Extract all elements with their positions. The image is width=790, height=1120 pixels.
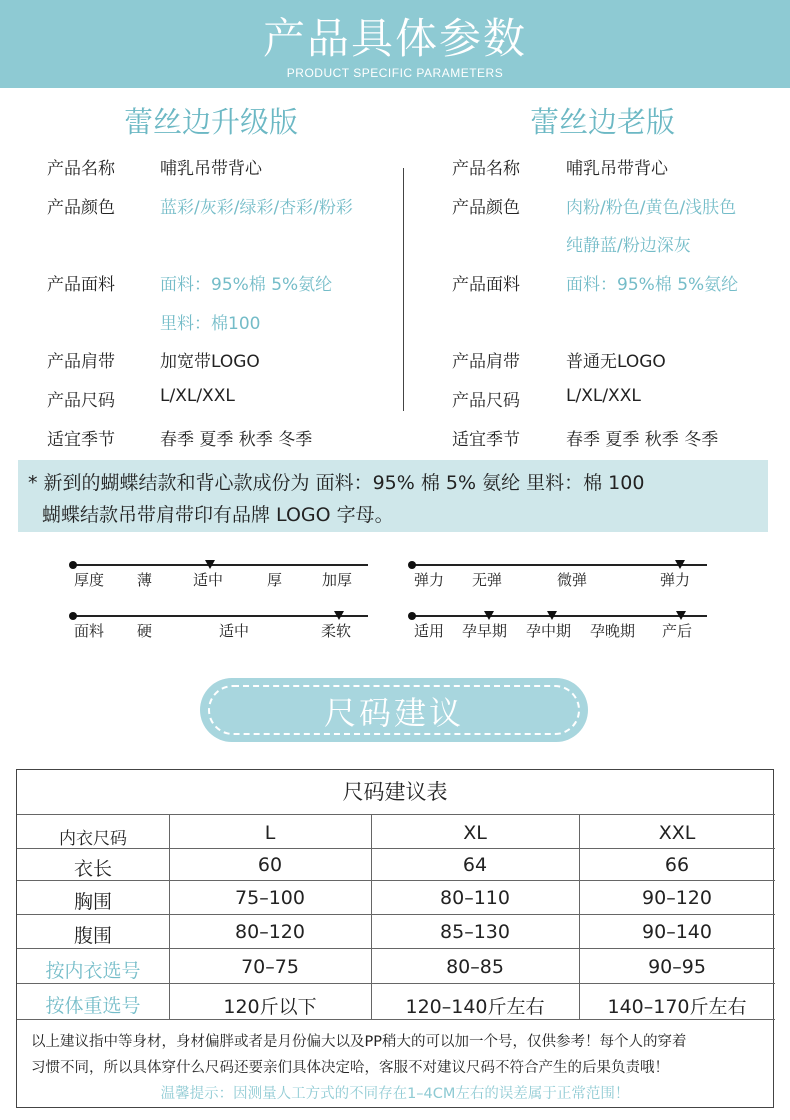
- scale-thickness: [72, 558, 368, 588]
- table-tip: 温馨提示：因测量人工方式的不同存在1–4CM左右的误差属于正常范围！: [160, 1086, 630, 1102]
- scale-fabric: [72, 609, 368, 639]
- composition-note: [18, 460, 768, 532]
- left-value-name: 哺乳吊带背心: [160, 159, 262, 179]
- table-row-label: 胸围: [73, 891, 112, 913]
- scale-label: 孕中期: [526, 622, 572, 640]
- left-value-fabric-outer: 面料：95%棉 5%氨纶: [160, 275, 333, 295]
- size-table: [16, 769, 774, 1108]
- size-section-title: 尺码建议: [323, 694, 464, 732]
- table-cell: 140–170斤左右: [607, 996, 747, 1018]
- scale-marker: [484, 611, 494, 620]
- scale-marker: [547, 611, 557, 620]
- table-row-label: 按内衣选号: [45, 960, 141, 982]
- table-header-cell: 内衣尺码: [59, 829, 127, 849]
- scale-start-dot: [69, 561, 77, 569]
- table-header-cell: XL: [463, 822, 487, 844]
- right-label-strap: 产品肩带: [452, 352, 520, 372]
- table-header-cell: XXL: [658, 822, 696, 844]
- table-row-label: 腹围: [73, 925, 112, 947]
- scale-label: 硬: [137, 622, 153, 640]
- left-label-strap: 产品肩带: [47, 352, 115, 372]
- table-cell: 75–100: [235, 887, 305, 909]
- left-value-season: 春季 夏季 秋季 冬季: [160, 430, 313, 450]
- right-value-strap: 普通无LOGO: [566, 352, 666, 372]
- table-cell: 85–130: [440, 921, 510, 943]
- right-label-fabric: 产品面料: [452, 275, 520, 295]
- right-label-size: 产品尺码: [452, 391, 520, 411]
- left-value-fabric-lining: 里料：棉100: [160, 314, 261, 334]
- right-value-season: 春季 夏季 秋季 冬季: [566, 430, 719, 450]
- left-label-size: 产品尺码: [47, 391, 115, 411]
- right-value-color-2: 纯静蓝/粉边深灰: [566, 236, 691, 256]
- header-banner: [0, 0, 790, 88]
- scale-start-dot: [69, 612, 77, 620]
- scale-label: 弹力: [660, 571, 691, 589]
- size-section-banner: [200, 678, 588, 742]
- scale-label: 适中: [219, 622, 250, 640]
- table-cell: 64: [462, 854, 488, 876]
- scale-marker: [676, 611, 686, 620]
- table-rule: [17, 983, 775, 984]
- left-label-fabric: 产品面料: [47, 275, 115, 295]
- scale-start-dot: [408, 612, 416, 620]
- left-label-season: 适宜季节: [47, 430, 115, 450]
- note-line-2: 蝴蝶结款吊带肩带印有品牌 LOGO 字母。: [42, 504, 394, 526]
- right-value-size: L/XL/XXL: [566, 386, 641, 406]
- right-value-name: 哺乳吊带背心: [566, 159, 668, 179]
- right-value-color-1: 肉粉/粉色/黄色/浅肤色: [566, 198, 737, 218]
- right-label-color: 产品颜色: [452, 198, 520, 218]
- table-cell: 60: [257, 854, 283, 876]
- scale-label: 弹力: [414, 571, 445, 589]
- table-cell: 90–140: [642, 921, 712, 943]
- table-rule: [371, 814, 372, 1019]
- right-label-name: 产品名称: [452, 159, 520, 179]
- table-row-label: 衣长: [73, 858, 112, 880]
- table-rule: [169, 814, 170, 1019]
- table-footer-line-2: 习惯不同，所以具体穿什么尺码还要亲们具体决定哈，客服不对建议尺码不符合产生的后果负责哦！: [31, 1060, 669, 1076]
- right-version-title: 蕾丝边老版: [530, 105, 676, 139]
- left-value-strap: 加宽带LOGO: [160, 352, 260, 372]
- page-subtitle: PRODUCT SPECIFIC PARAMETERS: [286, 66, 504, 80]
- scale-label: 薄: [137, 571, 153, 589]
- scale-line: [72, 615, 368, 617]
- left-version-title: 蕾丝边升级版: [124, 105, 299, 139]
- table-cell: 80–110: [440, 887, 510, 909]
- table-rule: [17, 1019, 775, 1020]
- table-cell: 80–120: [235, 921, 305, 943]
- scale-start-dot: [408, 561, 416, 569]
- page-title: 产品具体参数: [262, 14, 527, 63]
- scale-label: 面料: [74, 622, 105, 640]
- table-rule: [17, 914, 775, 915]
- scale-label: 厚度: [74, 571, 105, 589]
- column-divider: [403, 168, 404, 411]
- scale-label: 适用: [414, 622, 445, 640]
- scale-label: 孕早期: [462, 622, 508, 640]
- scale-label: 厚: [267, 571, 283, 589]
- table-cell: 90–95: [648, 956, 706, 978]
- scale-label: 柔软: [321, 622, 352, 640]
- left-value-size: L/XL/XXL: [160, 386, 235, 406]
- scale-line: [411, 564, 707, 566]
- table-rule: [579, 814, 580, 1019]
- table-cell: 90–120: [642, 887, 712, 909]
- scale-label: 无弹: [472, 571, 503, 589]
- table-cell: 120斤以下: [223, 996, 317, 1018]
- size-table-title: 尺码建议表: [342, 780, 448, 804]
- scale-marker: [205, 560, 215, 569]
- scale-line: [72, 564, 368, 566]
- scale-label: 产后: [662, 622, 693, 640]
- table-cell: 66: [664, 854, 690, 876]
- scale-suitable: [411, 609, 707, 639]
- table-rule: [17, 948, 775, 949]
- note-line-1: * 新到的蝴蝶结款和背心款成份为 面料：95% 棉 5% 氨纶 里料：棉 100: [28, 472, 645, 494]
- table-cell: 80–85: [446, 956, 504, 978]
- table-cell: 120–140斤左右: [405, 996, 545, 1018]
- scale-label: 微弹: [557, 571, 588, 589]
- right-label-season: 适宜季节: [452, 430, 520, 450]
- table-footer-line-1: 以上建议指中等身材，身材偏胖或者是月份偏大以及PP稍大的可以加一个号，仅供参考！每个人的穿着: [31, 1034, 687, 1050]
- table-row-label: 按体重选号: [45, 995, 141, 1017]
- left-label-name: 产品名称: [47, 159, 115, 179]
- scale-marker: [675, 560, 685, 569]
- scale-label: 孕晚期: [590, 622, 636, 640]
- scale-label: 加厚: [322, 571, 353, 589]
- table-rule: [17, 814, 775, 815]
- scale-line: [411, 615, 707, 617]
- left-value-color: 蓝彩/灰彩/绿彩/杏彩/粉彩: [160, 198, 353, 218]
- scale-marker: [334, 611, 344, 620]
- scale-elasticity: [411, 558, 707, 588]
- right-value-fabric: 面料：95%棉 5%氨纶: [566, 275, 739, 295]
- table-cell: 70–75: [241, 956, 299, 978]
- table-header-cell: L: [264, 822, 276, 844]
- left-label-color: 产品颜色: [47, 198, 115, 218]
- scale-label: 适中: [193, 571, 224, 589]
